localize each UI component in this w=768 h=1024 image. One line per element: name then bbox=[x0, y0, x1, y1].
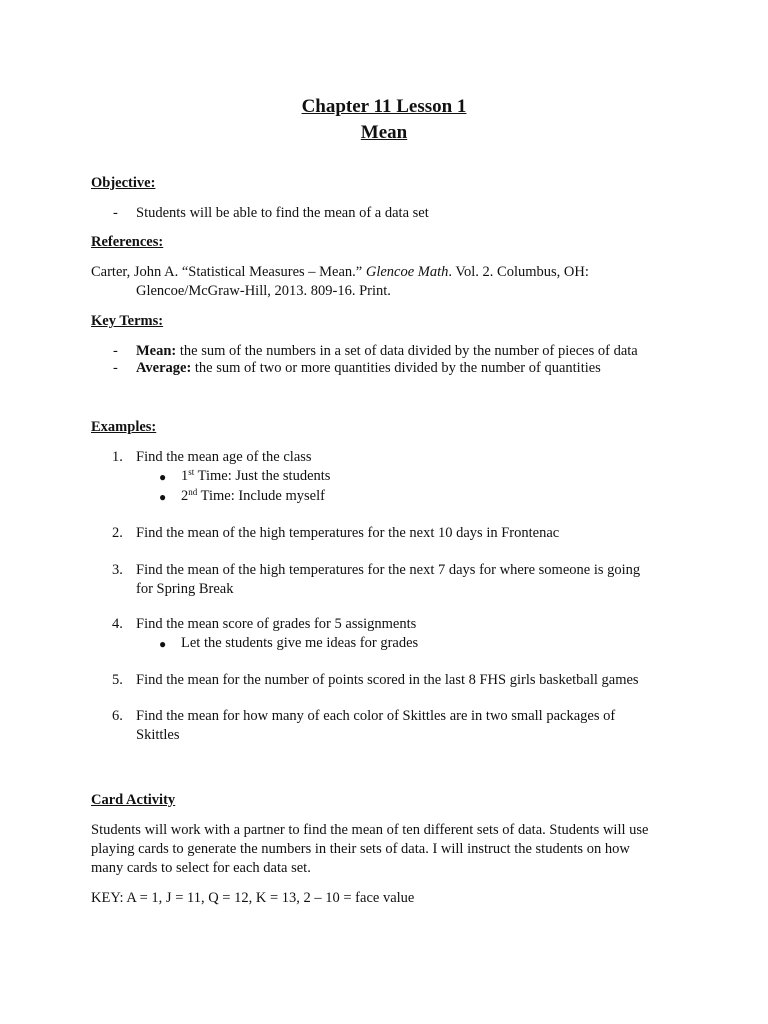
bullet-icon: ● bbox=[159, 470, 167, 484]
key-term-bullet: - bbox=[113, 343, 118, 359]
example-number: 5. bbox=[112, 672, 123, 688]
reference-citation-line2: Glencoe/McGraw-Hill, 2013. 809-16. Print. bbox=[136, 283, 391, 299]
key-term-average: Average: the sum of two or more quantities divided by the number of quantities bbox=[136, 360, 601, 376]
example-4-text: Find the mean score of grades for 5 assignments bbox=[136, 616, 417, 632]
objective-bullet: - bbox=[113, 205, 118, 221]
example-1-text: Find the mean age of the class bbox=[136, 449, 312, 465]
example-2-text: Find the mean of the high temperatures for the next 10 days in Frontenac bbox=[136, 525, 560, 541]
example-1-subitem-1: 1st Time: Just the students bbox=[181, 467, 331, 484]
page-title: Chapter 11 Lesson 1 bbox=[301, 96, 467, 117]
key-terms-heading: Key Terms: bbox=[91, 313, 164, 329]
key-term-bullet: - bbox=[113, 360, 118, 376]
card-activity-paragraph-line2: playing cards to generate the numbers in their sets of data. I will instruct the students on how bbox=[91, 841, 630, 857]
reference-citation-line1: Carter, John A. “Statistical Measures – Mean.” Glencoe Math. Vol. 2. Columbus, OH: bbox=[91, 264, 589, 280]
bullet-icon: ● bbox=[159, 637, 167, 651]
bullet-icon: ● bbox=[159, 490, 167, 504]
example-4-subitem-1: Let the students give me ideas for grades bbox=[181, 635, 419, 651]
example-3-line2: for Spring Break bbox=[136, 581, 234, 597]
objective-heading: Objective: bbox=[91, 175, 156, 191]
examples-heading: Examples: bbox=[91, 419, 157, 435]
card-activity-paragraph-line3: many cards to select for each data set. bbox=[91, 860, 311, 876]
example-6-line2: Skittles bbox=[136, 727, 180, 743]
example-number: 1. bbox=[112, 449, 123, 465]
example-6-line1: Find the mean for how many of each color of Skittles are in two small packages of bbox=[136, 708, 616, 724]
objective-item: Students will be able to find the mean of a data set bbox=[136, 205, 429, 221]
card-activity-heading: Card Activity bbox=[91, 792, 176, 808]
example-1-subitem-2: 2nd Time: Include myself bbox=[181, 487, 325, 504]
example-5-text: Find the mean for the number of points scored in the last 8 FHS girls basketball games bbox=[136, 672, 639, 688]
example-number: 3. bbox=[112, 562, 123, 578]
page-subtitle: Mean bbox=[360, 122, 408, 143]
example-number: 6. bbox=[112, 708, 123, 724]
example-number: 2. bbox=[112, 525, 123, 541]
card-activity-paragraph-line1: Students will work with a partner to find the mean of ten different sets of data. Students will use bbox=[91, 822, 649, 838]
example-number: 4. bbox=[112, 616, 123, 632]
example-3-line1: Find the mean of the high temperatures for the next 7 days for where someone is going bbox=[136, 562, 641, 578]
key-term-mean: Mean: the sum of the numbers in a set of data divided by the number of pieces of data bbox=[136, 343, 638, 359]
card-key: KEY: A = 1, J = 11, Q = 12, K = 13, 2 – 10 = face value bbox=[91, 890, 415, 906]
references-heading: References: bbox=[91, 234, 164, 250]
